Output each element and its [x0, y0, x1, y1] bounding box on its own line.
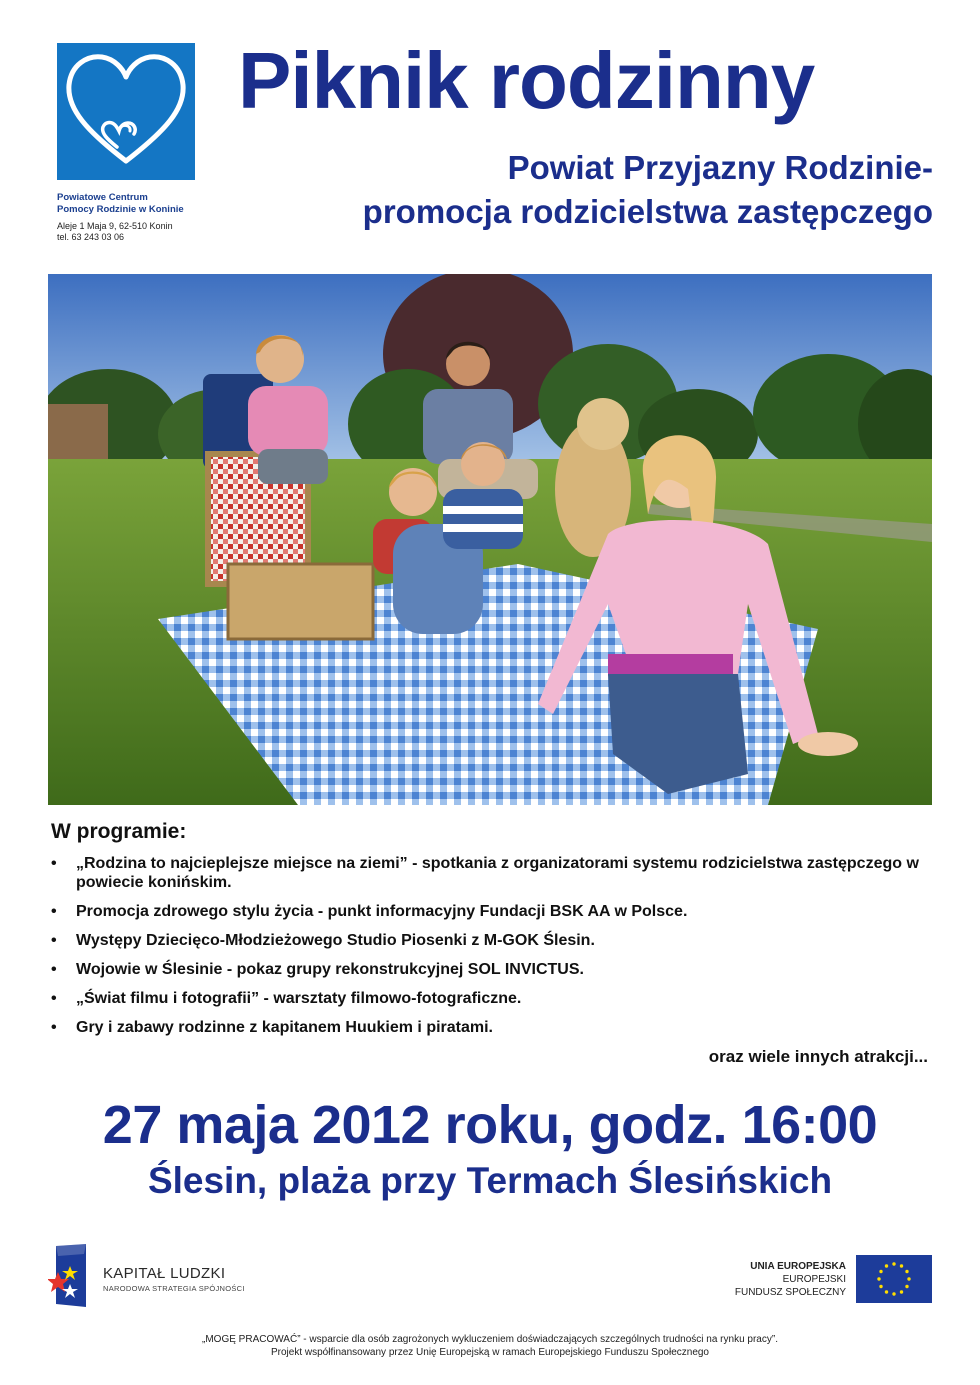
- eu-line1: UNIA EUROPEJSKA: [750, 1261, 846, 1272]
- bullet-icon: •: [51, 990, 57, 1007]
- eu-star-icon: [885, 1264, 888, 1267]
- eu-fund-text: [735, 1260, 846, 1299]
- kapital-ludzki-logo-icon: [48, 1244, 90, 1307]
- program-item-text: Wojowie w Ślesinie - pokaz grupy rekonstrukcyjnej SOL INVICTUS.: [76, 961, 584, 978]
- eu-star-icon: [879, 1285, 882, 1288]
- eu-star-icon: [879, 1270, 882, 1273]
- program-item-text: Występy Dziecięco-Młodzieżowego Studio Piosenki z M-GOK Ślesin.: [76, 932, 595, 949]
- list-item: [51, 902, 931, 921]
- program-list: [51, 854, 931, 1047]
- bullet-icon: •: [51, 855, 57, 872]
- eu-star-icon: [885, 1290, 888, 1293]
- subtitle-line1: Powiat Przyjazny Rodzinie-: [507, 149, 933, 186]
- page-title: Piknik rodzinny: [238, 36, 815, 125]
- eu-star-icon: [905, 1285, 908, 1288]
- footnote-line2: Projekt współfinansowany przez Unię Europejską w ramach Europejskiego Funduszu Społecznego: [270, 1347, 709, 1358]
- heart-logo-icon: [57, 43, 195, 180]
- list-item: [51, 989, 931, 1008]
- bullet-icon: •: [51, 961, 57, 978]
- list-item: [51, 931, 931, 950]
- organization-address: Aleje 1 Maja 9, 62-510 Konin: [57, 221, 173, 231]
- eu-star-icon: [907, 1277, 910, 1280]
- organization-name-line1: Powiatowe Centrum: [57, 192, 148, 203]
- eu-star-icon: [892, 1292, 895, 1295]
- program-item-text: Promocja zdrowego stylu życia - punkt informacyjny Fundacji BSK AA w Polsce.: [76, 903, 688, 920]
- list-item: [51, 854, 931, 892]
- eu-flag-icon: [856, 1255, 932, 1303]
- eu-star-icon: [877, 1277, 880, 1280]
- page-subtitle: [213, 146, 933, 234]
- program-heading: W programie:: [51, 820, 187, 843]
- family-picnic-photo: [48, 274, 932, 805]
- eu-star-icon: [900, 1290, 903, 1293]
- eu-star-icon: [905, 1270, 908, 1273]
- event-date: 27 maja 2012 roku, godz. 16:00: [102, 1095, 878, 1155]
- bullet-icon: •: [51, 1019, 57, 1036]
- program-item-text: Gry i zabawy rodzinne z kapitanem Huukiem i piratami.: [76, 1019, 493, 1036]
- kapital-ludzki-name: KAPITAŁ LUDZKI: [103, 1265, 226, 1282]
- event-place: Ślesin, plaża przy Termach Ślesińskich: [147, 1160, 833, 1201]
- subtitle-line2: promocja rodzicielstwa zastępczego: [362, 193, 933, 230]
- eu-star-icon: [900, 1264, 903, 1267]
- eu-line2: EUROPEJSKI: [782, 1274, 846, 1285]
- program-item-text: „Świat filmu i fotografii” - warsztaty filmowo-fotograficzne.: [76, 990, 522, 1007]
- organization-name: [57, 192, 227, 216]
- organization-phone: tel. 63 243 03 06: [57, 232, 125, 242]
- project-footnote: [0, 1333, 980, 1359]
- organization-contact: [57, 221, 227, 243]
- bullet-icon: •: [51, 903, 57, 920]
- program-item-text: „Rodzina to najcieplejsze miejsce na ziemi” - spotkania z organizatorami systemu rodzicielstwa zastępczego w powiecie konińskim.: [76, 855, 919, 891]
- list-item: [51, 960, 931, 979]
- eu-star-icon: [892, 1262, 895, 1265]
- eu-line3: FUNDUSZ SPOŁECZNY: [734, 1287, 846, 1298]
- bullet-icon: •: [51, 932, 57, 949]
- list-item: [51, 1018, 931, 1037]
- more-attractions: oraz wiele innych atrakcji...: [708, 1047, 928, 1066]
- kapital-ludzki-subtitle: NARODOWA STRATEGIA SPÓJNOŚCI: [103, 1284, 245, 1293]
- footnote-line1: „MOGĘ PRACOWAĆ” - wsparcie dla osób zagrożonych wykluczeniem doświadczających szczególnych trudności na rynku pracy”.: [202, 1334, 778, 1345]
- organization-name-line2: Pomocy Rodzinie w Koninie: [57, 204, 184, 215]
